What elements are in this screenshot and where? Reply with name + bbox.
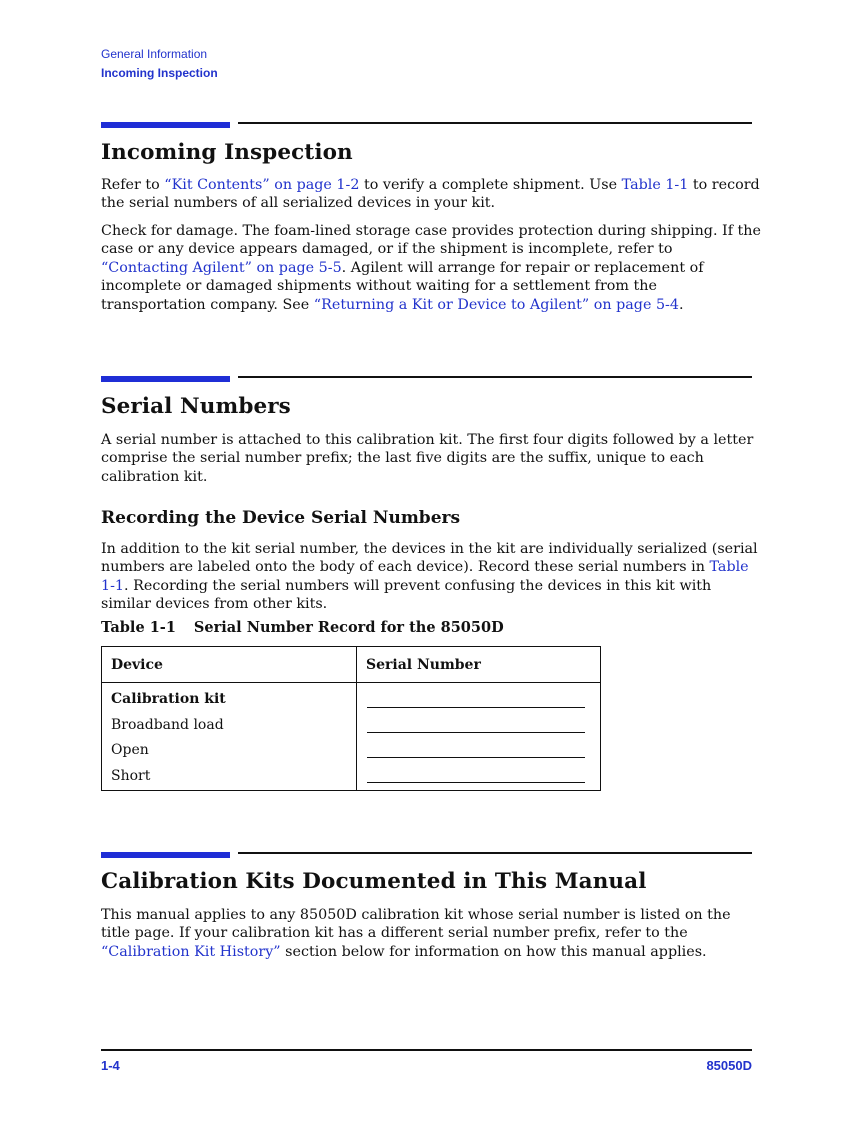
serial-blank-line[interactable] <box>367 707 585 708</box>
table-header-serial: Serial Number <box>366 657 481 673</box>
link-kit-contents[interactable]: “Kit Contents” on page 1-2 <box>164 177 360 193</box>
heading-serial-numbers: Serial Numbers <box>101 394 291 419</box>
paragraph-kits-1: This manual applies to any 85050D calibration kit whose serial number is listed on the title page. If your calibration kit has a different serial number prefix, refer to the “Calibration Kit History” section below for information on how this manual applies. <box>101 907 731 960</box>
serial-blank-line[interactable] <box>367 782 585 783</box>
running-header-section: Incoming Inspection <box>101 66 218 80</box>
table-row-device: Broadband load <box>111 717 224 733</box>
section-rule-kits <box>101 852 752 858</box>
table-caption <box>101 619 504 636</box>
link-returning-kit[interactable]: “Returning a Kit or Device to Agilent” on page 5-4 <box>313 296 679 313</box>
table-number: Table 1-1 <box>101 619 176 636</box>
heading-recording-serials: Recording the Device Serial Numbers <box>101 508 461 528</box>
table-header-device: Device <box>111 657 163 673</box>
paragraph-incoming-1: Refer to “Kit Contents” on page 1-2 to verify a complete shipment. Use Table 1-1 to record the serial numbers of all serialized devices in your kit. <box>101 177 760 212</box>
paragraph-serial-1: A serial number is attached to this calibration kit. The first four digits followed by a letter comprise the serial number prefix; the last five digits are the suffix, unique to each calibration kit. <box>101 432 754 485</box>
running-header-chapter: General Information <box>101 47 208 61</box>
paragraph-incoming-2: Check for damage. The foam-lined storage case provides protection during shipping. If the case or any device appears damaged, or if the shipment is incomplete, refer to “Contacting Agilent” on page 5-5. Agilent will arrange for repair or replacement of incomplete or damaged shipments without waiting for a settlement from the transportation company. See “Returning a Kit or Device to Agilent” on page 5-4. <box>101 223 761 313</box>
table-row-device: Open <box>111 742 149 758</box>
table-title: Serial Number Record for the 85050D <box>193 619 504 636</box>
footer-rule <box>101 1049 752 1051</box>
heading-incoming-inspection: Incoming Inspection <box>101 140 353 165</box>
serial-blank-line[interactable] <box>367 757 585 758</box>
heading-calibration-kits: Calibration Kits Documented in This Manual <box>101 869 647 894</box>
table-row-device: Calibration kit <box>111 691 226 707</box>
link-contacting-agilent[interactable]: “Contacting Agilent” on page 5-5 <box>101 259 342 276</box>
paragraph-serial-2: In addition to the kit serial number, the devices in the kit are individually serialized (serial numbers are labeled onto the body of each device). Record these serial numbers in Table 1-1. Recording the serial numbers will prevent confusing the devices in this kit with similar devices from other kits. <box>101 541 758 613</box>
link-cal-kit-history[interactable]: “Calibration Kit History” <box>101 943 281 960</box>
link-table-1-1-b[interactable]: Table 1-1 <box>101 559 749 594</box>
section-rule-serial <box>101 376 752 382</box>
table-row-device: Short <box>111 768 151 784</box>
link-table-1-1[interactable]: Table 1-1 <box>621 177 689 193</box>
section-rule-incoming <box>101 122 752 128</box>
running-header <box>101 45 218 83</box>
serial-blank-line[interactable] <box>367 732 585 733</box>
serial-number-table <box>101 646 601 791</box>
footer-page-number: 1-4 <box>101 1058 120 1073</box>
footer-model: 85050D <box>706 1058 752 1073</box>
